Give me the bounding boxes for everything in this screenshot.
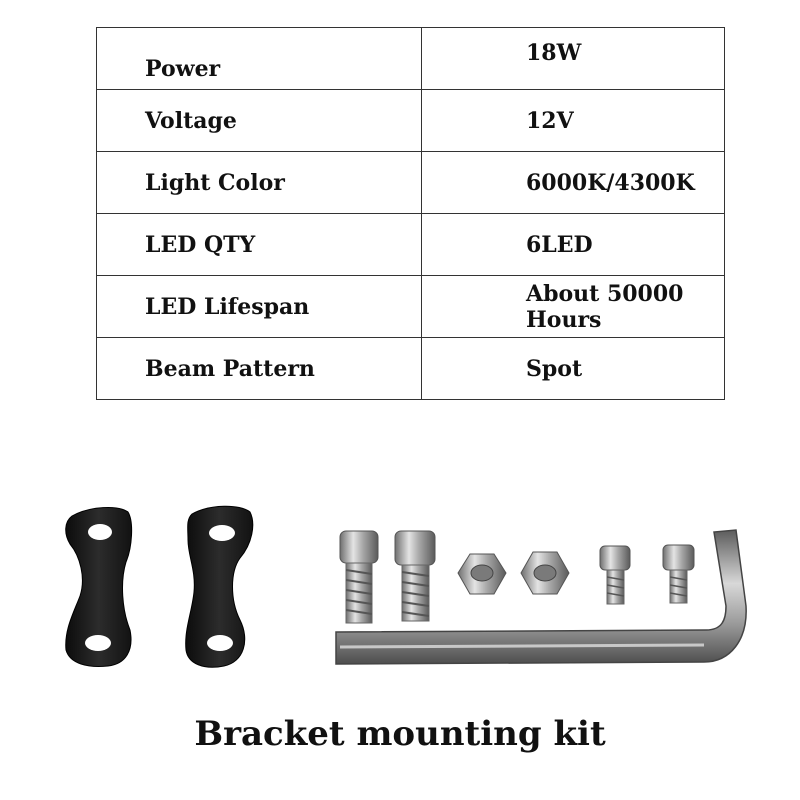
l-bracket-right (186, 506, 253, 667)
spec-row-beam-pattern (97, 338, 725, 400)
spec-label: Voltage (97, 90, 422, 152)
spec-row-voltage (97, 90, 725, 152)
spec-row-light-color (97, 152, 725, 214)
spec-value: 12V (422, 90, 725, 152)
spec-table (96, 27, 725, 400)
hex-nut-2 (521, 552, 569, 594)
spec-value: 6000K/4300K (422, 152, 725, 214)
bolt-small-1 (600, 546, 630, 604)
bolt-large-1 (340, 531, 378, 623)
spec-row-power (97, 28, 725, 90)
spec-label: LED Lifespan (97, 276, 422, 338)
l-bracket-left (66, 507, 132, 666)
bolt-large-2 (395, 531, 435, 621)
spec-value: Spot (422, 338, 725, 400)
kit-caption: Bracket mounting kit (194, 714, 606, 754)
spec-label: Beam Pattern (97, 338, 422, 400)
hex-nut-1 (458, 554, 506, 594)
spec-label: Light Color (97, 152, 422, 214)
spec-label: LED QTY (97, 214, 422, 276)
spec-label: Power (97, 28, 422, 90)
spec-value: About 50000 Hours (422, 276, 725, 338)
spec-row-led-qty (97, 214, 725, 276)
bolt-small-2 (663, 545, 694, 603)
mounting-kit-illustration (0, 490, 800, 690)
spec-value: 6LED (422, 214, 725, 276)
spec-row-led-lifespan (97, 276, 725, 338)
spec-value: 18W (422, 28, 725, 90)
